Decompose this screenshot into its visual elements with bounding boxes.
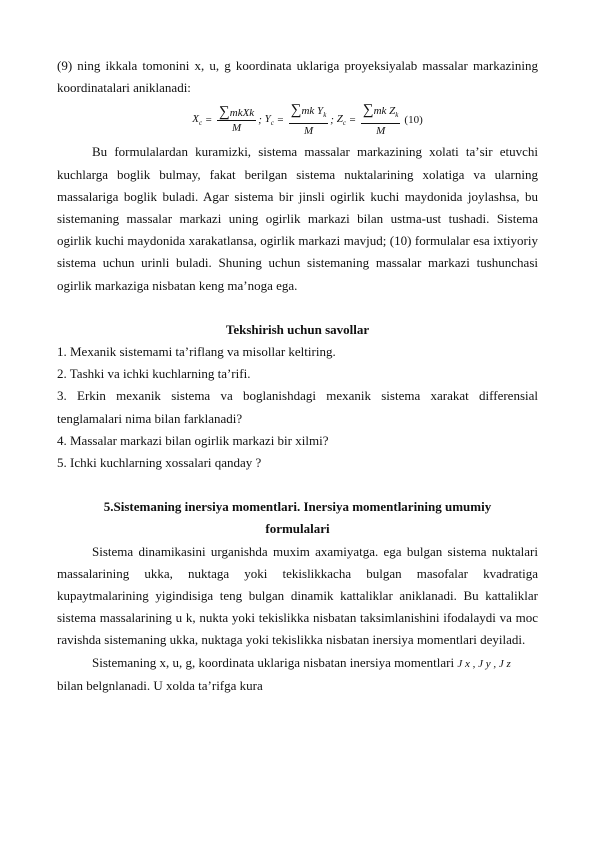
intro-paragraph: (9) ning ikkala tomonini x, u, g koordinata uklariga proyeksiyalab massalar markazining koordinatalari aniklanadi:: [57, 58, 538, 96]
question-item: 1. Mexanik sistemami taʼriflang va misollar keltiring.: [57, 344, 336, 360]
explanation-paragraph: Bu formulalardan kuramizki, sistema massalar markazining xolati taʼsir etuvchi kuchlarga boglik bulmay, fakat berilgan sistema nuktalarining xolatiga va ularning massalariga boglik buladi. Agar sistema bir jinsli ogirlik kuchi maydonida joylashsa, bu sistemaning massalar markazi uning ogirlik markazi bilan ustma-ust tushadi. Sistema ogirlik kuchi maydonida xarakatlansa, ogirlik markazi mavjud; (10) formulalar esa ixtiyoriy sistema uchun urinli buladi. Shuning uchun sistemaning massalar markazi tushunchasi ogirlik markaziga nisbatan keng maʼnoga ega.: [57, 144, 538, 293]
section-title-continued: formulalari: [265, 521, 330, 537]
center-of-mass-formula: $X_c$ = $\frac{\text{∑mkXk}}{M}$ ; $Y_c$ = $\frac{\sum mk Y_k}{M}$ ; $Z_c$ = $\frac{\sum mk Z_k}{M}$ (10): [192, 102, 423, 137]
yc-symbol: $Y_c$: [264, 113, 274, 128]
yc-fraction: $\frac{\sum mk Y_k}{M}$: [290, 102, 327, 137]
question-item: 2. Tashki va ichki kuchlarning taʼrifi.: [57, 366, 251, 382]
zc-fraction: $\frac{\sum mk Z_k}{M}$: [362, 102, 399, 137]
inertia-axes-text: Sistemaning x, u, g, koordinata uklariga nisbatan inersiya momentlari: [92, 654, 455, 670]
section-title: 5.Sistemaning inersiya momentlari. Inersiya momentlarining umumiy: [103, 499, 492, 515]
inertia-axes-ending: bilan belgnlanadi. U xolda taʼrifga kura: [57, 677, 263, 693]
question-item: 3. Erkin mexanik sistema va boglanishdagi mexanik sistema xarakat differensial tenglamalari nima bilan farklanadi?: [57, 388, 538, 426]
inertia-symbols: J x , J y , J z: [457, 657, 511, 670]
question-item: 4. Massalar markazi bilan ogirlik markazi bir xilmi?: [57, 432, 329, 448]
inertia-paragraph: Sistema dinamikasini urganishda muxim axamiyatga. ega bulgan sistema nuktalari massalarining ukka, nuktaga yoki tekislikkacha bulgan masofalar kvadratiga kupaytmalarining yigindisiga teng bulgan dinamik kattaliklar aniklanadi. Bu kattaliklar sistema massalarining u k, nukta yoki tekislikka nisbatan taksimlanishini ifodalaydi va moc ravishda sistemaning ukka, nuktaga yoki tekislikka nisbatan inersiya momentlari deyiladi.: [57, 543, 538, 648]
xc-symbol: $X_c$: [192, 113, 203, 128]
zc-symbol: $Z_c$: [336, 113, 346, 128]
inertia-axes-paragraph: [57, 652, 538, 675]
page-content: [57, 55, 538, 697]
xc-fraction: $\frac{\text{∑mkXk}}{M}$: [219, 104, 255, 135]
equation-number: (10): [404, 114, 423, 127]
question-item: 5. Ichki kuchlarning xossalari qanday ?: [57, 455, 262, 471]
questions-heading: Tekshirish uchun savollar: [225, 321, 370, 337]
